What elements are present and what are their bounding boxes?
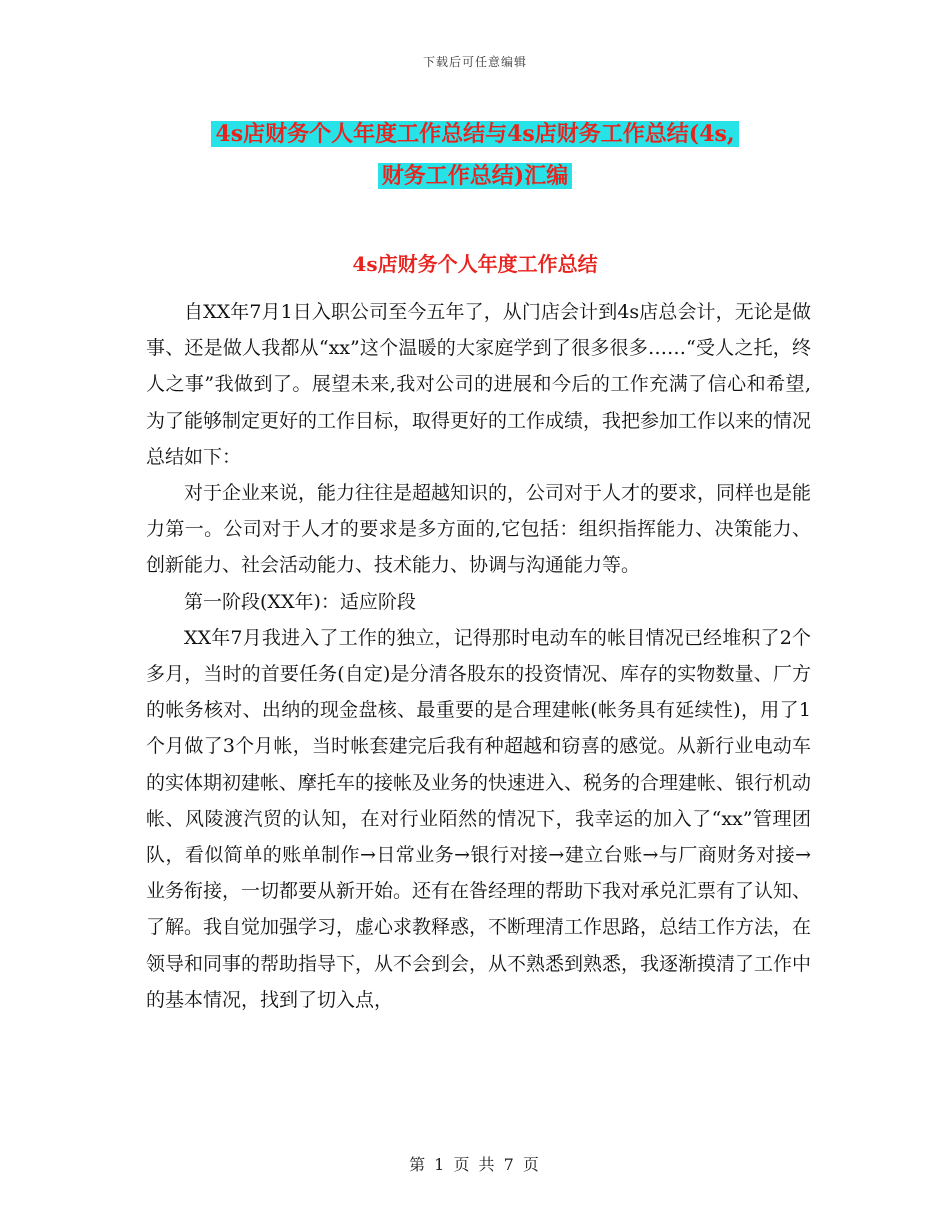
paragraph-ability: 对于企业来说，能力往往是超越知识的，公司对于人才的要求，同样也是能力第一。公司对于人才的要求是多方面的,它包括：组织指挥能力、决策能力、创新能力、社会活动能力、技术能力、协调与沟通能力等。 (146, 482, 812, 577)
paragraph-intro: 自XX年7月1日入职公司至今五年了，从门店会计到4s店总会计，无论是做事、还是做人我都从“xx”这个温暖的大家庭学到了很多很多……“受人之托，终人之事”我做到了。展望未来,我对公司的进展和今后的工作充满了信心和希望,为了能够制定更好的工作目标，取得更好的工作成绩，我把参加工作以来的情况总结如下： (146, 301, 812, 468)
page-header-note: 下载后可任意编辑 (422, 55, 527, 69)
page-footer-pagination: 第 1 页 共 7 页 (409, 1155, 541, 1174)
section-heading: 4s店财务个人年度工作总结 (352, 252, 598, 276)
paragraph-stage-heading: 第一阶段(XX年)：适应阶段 (184, 590, 416, 613)
document-title-line-2: 财务工作总结)汇编 (378, 163, 572, 189)
paragraph-stage-one: XX年7月我进入了工作的独立，记得那时电动车的帐目情况已经堆积了2个多月，当时的首要任务(自定)是分清各股东的投资情况、库存的实物数量、厂方的帐务核对、出纳的现金盘核、最重要的是合理建帐(帐务具有延续性)，用了1个月做了3个月帐，当时帐套建完后我有种超越和窃喜的感觉。从新行业电动车的实体期初建帐、摩托车的接帐及业务的快速进入、税务的合理建帐、银行机动帐、风陵渡汽贸的认知，在对行业陌然的情况下，我幸运的加入了“xx”管理团队，看似简单的账单制作→日常业务→银行对接→建立台账→与厂商财务对接→业务衔接，一切都要从新开始。还有在昝经理的帮助下我对承兑汇票有了认知、了解。我自觉加强学习，虚心求教释惑，不断理清工作思路，总结工作方法，在领导和同事的帮助指导下，从不会到会，从不熟悉到熟悉，我逐渐摸清了工作中的基本情况，找到了切入点， (146, 626, 812, 1011)
document-title (0, 113, 950, 197)
document-title-line-1: 4s店财务个人年度工作总结与4s店财务工作总结(4s, (211, 121, 738, 147)
document-body (146, 294, 811, 1018)
